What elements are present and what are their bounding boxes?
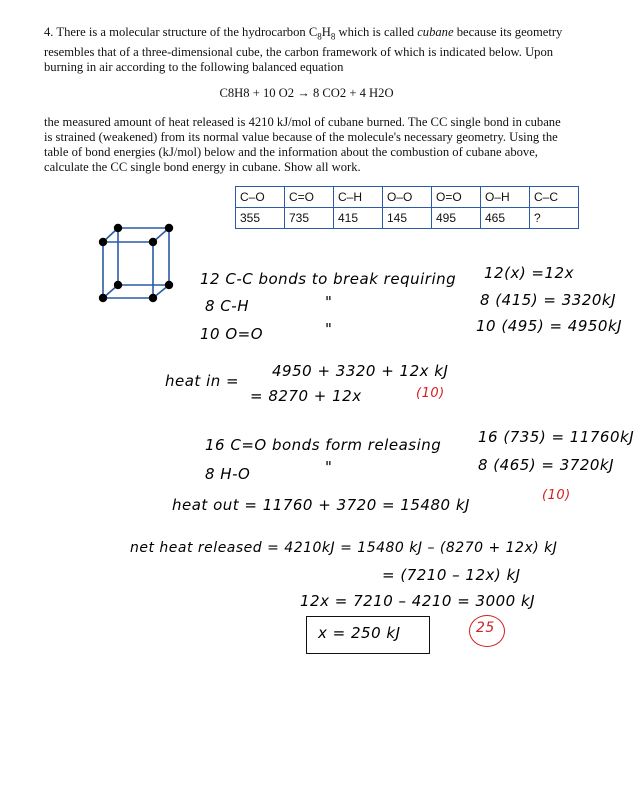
table-header-cell: C–O: [236, 187, 285, 208]
final-answer: x = 250 kJ: [318, 624, 401, 642]
heat-in-sum: 4950 + 3320 + 12x kJ: [272, 362, 449, 380]
carbon-atom: [114, 281, 122, 289]
carbon-atom: [114, 224, 122, 232]
table-cell: 465: [481, 208, 530, 229]
carbon-atom: [165, 281, 173, 289]
work-line-oh: 8 H-O: [205, 465, 251, 483]
work-value-oh: 8 (465) = 3720kJ: [478, 456, 615, 474]
net-heat-equation: net heat released = 4210kJ = 15480 kJ – (8270 + 12x) kJ: [130, 540, 558, 556]
table-header-cell: O=O: [432, 187, 481, 208]
heat-in-total: = 8270 + 12x: [250, 387, 362, 405]
carbon-atom: [165, 224, 173, 232]
work-value-co: 16 (735) = 11760kJ: [478, 428, 634, 446]
carbon-atom: [99, 238, 107, 246]
table-header-cell: O–H: [481, 187, 530, 208]
intro-text: There is a molecular structure of the hydrocarbon C: [56, 25, 318, 39]
carbon-atom: [149, 294, 157, 302]
heat-in-label: heat in =: [165, 372, 240, 390]
subscript: 8: [317, 31, 322, 42]
intro-text: because its geometry resembles that of a three-dimensional cube, the carbon framework of which is indicated below. Upon burning in air according to the following balanced equation: [44, 25, 563, 74]
combustion-equation: C8H8 + 10 O2 → 8 CO2 + 4 H2O: [219, 85, 394, 100]
solve-line: 12x = 7210 – 4210 = 3000 kJ: [300, 592, 536, 610]
work-line-oo: 10 O=O: [200, 325, 264, 343]
table-cell: 495: [432, 208, 481, 229]
work-value-ch: 8 (415) = 3320kJ: [480, 291, 617, 309]
work-line-ch: 8 C-H: [205, 297, 249, 315]
work-value-cc: 12(x) =12x: [484, 264, 574, 282]
final-score: 25: [476, 620, 495, 636]
intro-text: which is called: [335, 25, 418, 39]
table-cell: 415: [334, 208, 383, 229]
problem-text: [44, 25, 569, 175]
work-line-co: 16 C=O bonds form releasing: [205, 436, 442, 454]
cubane-term: cubane: [417, 25, 454, 39]
ditto-mark: ": [325, 458, 333, 476]
bond-energy-table: [235, 186, 579, 229]
subscript: 8: [330, 31, 336, 42]
carbon-atom: [99, 294, 107, 302]
table-cell: ?: [530, 208, 579, 229]
problem-body: the measured amount of heat released is 4210 kJ/mol of cubane burned. The CC single bond in cubane is strained (weakened) from its normal value because of the molecule's necessary geometry. Using the table of bond energies (kJ/mol) below and the information about the combustion of cubane above, calculate the CC single bond energy in cubane. Show all work.: [44, 114, 561, 174]
table-header-row: [236, 187, 579, 208]
table-header-cell: C–H: [334, 187, 383, 208]
heat-in-score: (10): [416, 386, 445, 401]
carbon-atom: [149, 238, 157, 246]
table-cell: 735: [285, 208, 334, 229]
heat-out-line: heat out = 11760 + 3720 = 15480 kJ: [172, 496, 470, 514]
table-row: [236, 208, 579, 229]
table-header-cell: C–C: [530, 187, 579, 208]
table-header-cell: O–O: [383, 187, 432, 208]
ditto-mark: ": [325, 293, 333, 311]
net-heat-simplified: = (7210 – 12x) kJ: [382, 566, 521, 584]
cubane-cube-diagram: [80, 215, 180, 305]
intro-text: H: [321, 25, 331, 39]
problem-number: 4.: [44, 25, 54, 39]
heat-out-score: (10): [542, 488, 571, 503]
problem-intro: [44, 25, 569, 75]
ditto-mark: ": [325, 320, 333, 338]
table-cell: 355: [236, 208, 285, 229]
table-header-cell: C=O: [285, 187, 334, 208]
table-cell: 145: [383, 208, 432, 229]
work-value-oo: 10 (495) = 4950kJ: [476, 317, 623, 335]
work-line-cc: 12 C-C bonds to break requiring: [200, 270, 457, 288]
